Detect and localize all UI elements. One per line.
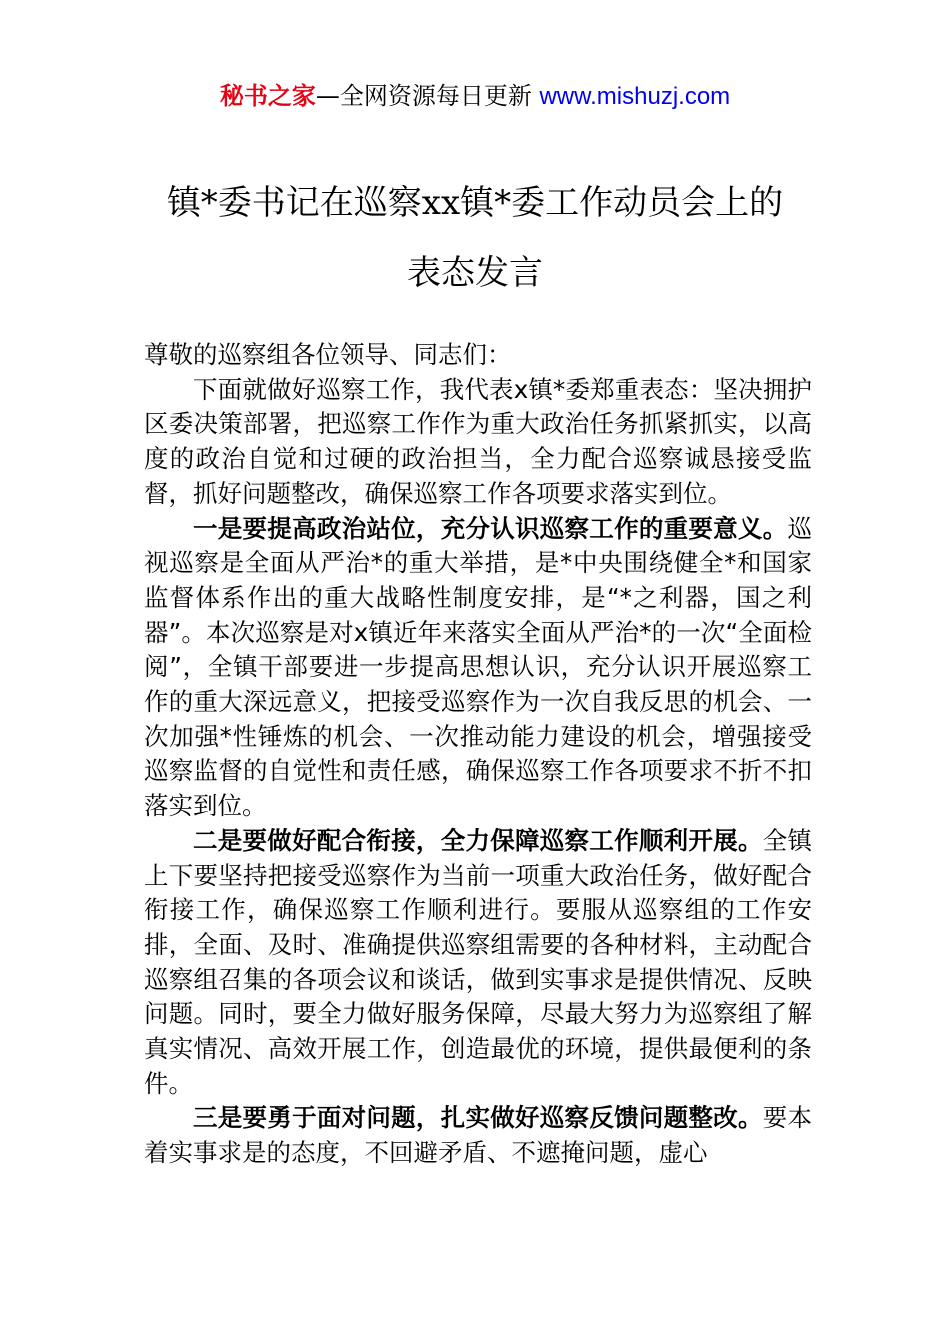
section-lead-1: 一是要提高政治站位，充分认识巡察工作的重要意义。 (193, 513, 788, 543)
section-lead-3: 三是要勇于面对问题，扎实做好巡察反馈问题整改。 (193, 1103, 763, 1133)
section-body-2: 全镇上下要坚持把接受巡察作为当前一项重大政治任务，做好配合衔接工作，确保巡察工作顺利进行。要服从巡察组的工作安排，全面、及时、准确提供巡察组需要的各种材料，主动配合巡察组召集的各项会议和谈话，做到实事求是提供情况、反映问题。同时，要全力做好服务保障，尽最大努力为巡察组了解真实情况、高效开展工作，创造最优的环境，提供最便利的条件。 (144, 825, 813, 1098)
salutation: 尊敬的巡察组各位领导、同志们： (144, 340, 512, 369)
title-line-2: 表态发言 (407, 253, 543, 293)
section-paragraph-3 (144, 1101, 812, 1170)
site-header (0, 80, 950, 113)
document-title (100, 168, 850, 308)
site-url-link[interactable]: www.mishuzj.com (539, 83, 731, 110)
section-body-1: 巡视巡察是全面从严治*的重大举措，是*中央围绕健全*和国家监督体系作出的重大战略性制度安排，是“*之利器，国之利器”。本次巡察是对x镇近年来落实全面从严治*的一次“全面检阅”，全镇干部要进一步提高思想认识，充分认识开展巡察工作的重大深远意义，把接受巡察作为一次自我反思的机会、一次加强*性锤炼的机会、一次推动能力建设的机会，增强接受巡察监督的自觉性和责任感，确保巡察工作各项要求不折不扣落实到位。 (144, 513, 812, 821)
section-body-3: 要本着实事求是的态度，不回避矛盾、不遮掩问题，虚心 (144, 1103, 813, 1168)
section-paragraph-2 (144, 824, 812, 1102)
brand-name: 秘书之家 (219, 82, 316, 110)
header-tagline: —全网资源每日更新 (315, 82, 540, 110)
intro-paragraph: 下面就做好巡察工作，我代表x镇*委郑重表态：坚决拥护区委决策部署，把巡察工作作为重大政治任务抓紧抓实，以高度的政治自觉和过硬的政治担当，全力配合巡察诚恳接受监督，抓好问题整改，确保巡察工作各项要求落实到位。 (144, 374, 812, 508)
section-paragraph-1 (144, 512, 812, 824)
document-body (144, 338, 812, 1171)
section-lead-2: 二是要做好配合衔接，全力保障巡察工作顺利开展。 (193, 825, 763, 855)
title-line-1: 镇*委书记在巡察xx镇*委工作动员会上的 (166, 183, 784, 223)
